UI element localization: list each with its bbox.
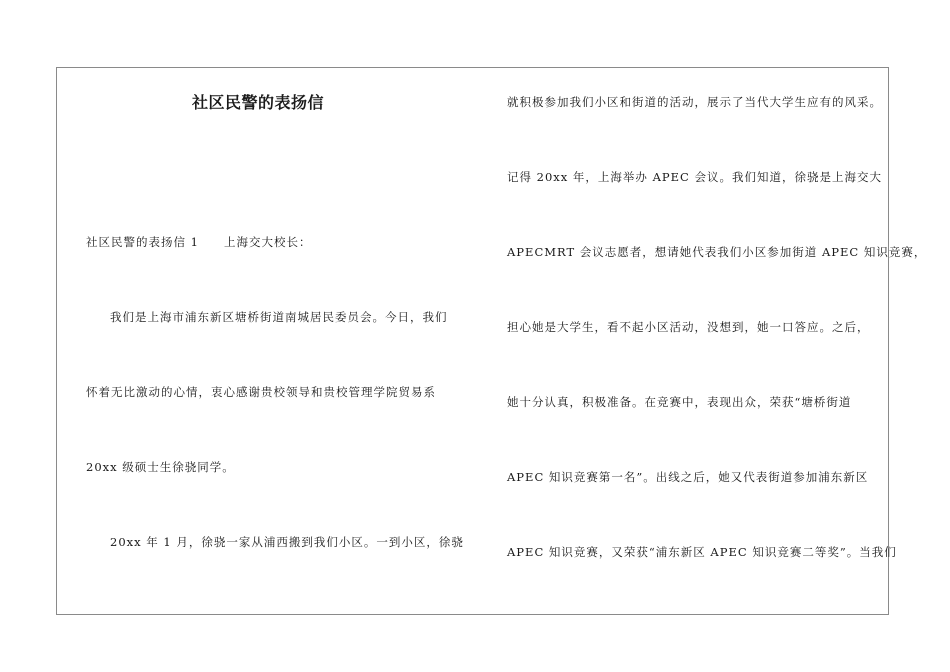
left-line-3: 怀着无比激动的心情，衷心感谢贵校领导和贵校管理学院贸易系 [86,385,436,399]
right-line-4: 担心她是大学生，看不起小区活动，没想到，她一口答应。之后， [507,320,870,334]
right-line-6: APEC 知识竞赛第一名”。出线之后，她又代表街道参加浦东新区 [507,470,869,484]
right-line-2: 记得 20xx 年，上海举办 APEC 会议。我们知道，徐骁是上海交大 [507,170,882,184]
document-title: 社区民警的表扬信 [192,93,325,112]
left-line-4: 20xx 级硕士生徐骁同学。 [86,460,235,474]
left-line-5: 20xx 年 1 月，徐骁一家从浦西搬到我们小区。一到小区，徐骁 [110,535,464,549]
left-line-2: 我们是上海市浦东新区塘桥街道南城居民委员会。今日，我们 [110,310,448,324]
right-line-5: 她十分认真，积极准备。在竞赛中，表现出众，荣获“塘桥街道 [507,395,852,409]
right-line-7: APEC 知识竞赛，又荣获“浦东新区 APEC 知识竞赛二等奖”。当我们 [507,545,897,559]
left-line-1: 社区民警的表扬信 1 上海交大校长： [86,235,312,249]
right-line-3: APECMRT 会议志愿者，想请她代表我们小区参加街道 APEC 知识竞赛， [507,245,927,259]
right-line-1: 就积极参加我们小区和街道的活动，展示了当代大学生应有的风采。 [507,95,882,109]
page-frame [56,67,889,615]
